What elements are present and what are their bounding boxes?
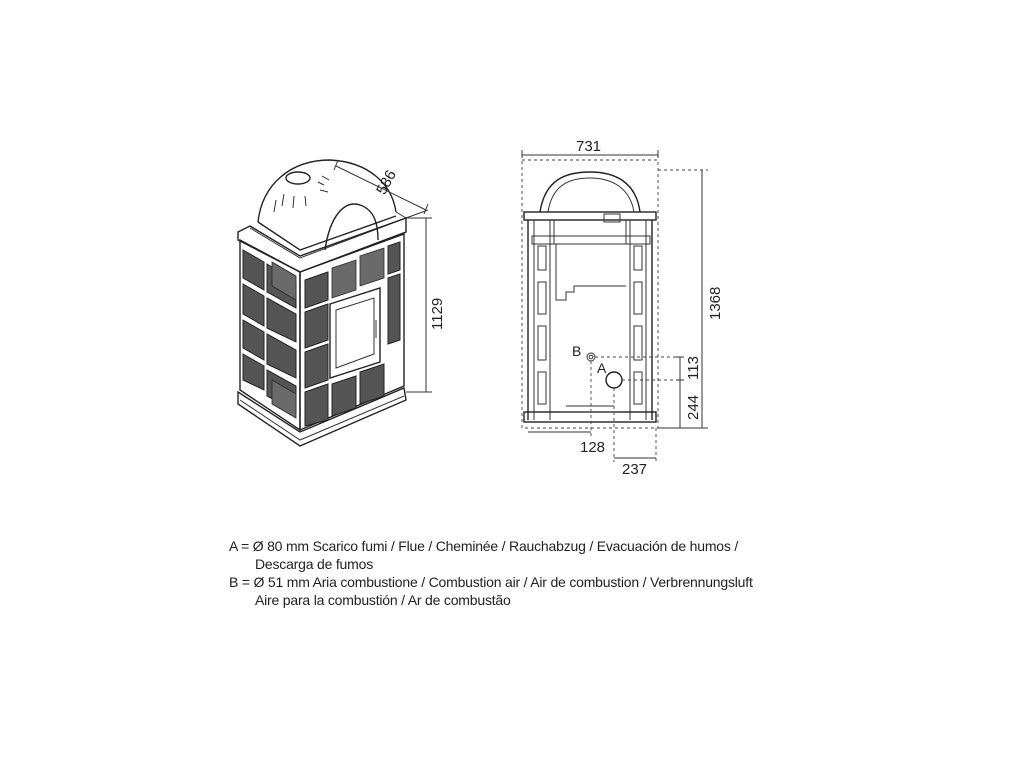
dim-front-height-label: 1129 — [429, 297, 446, 330]
dim-air-delta-label: 113 — [685, 356, 702, 380]
dim-side-width-label: 731 — [576, 138, 602, 155]
elevation-top-ledge — [524, 212, 656, 220]
crown-vent-slots — [274, 176, 329, 212]
point-a-label: A — [597, 360, 607, 376]
point-b-label: B — [572, 343, 582, 359]
legend-a-line2: Descarga de fumos — [255, 556, 373, 572]
fire-door — [330, 288, 380, 378]
crown-arch-opening — [325, 204, 378, 250]
fire-door-glass — [336, 298, 374, 368]
stove-isometric-view — [238, 160, 446, 446]
legend-a-line1: A = Ø 80 mm Scarico fumi / Flue / Cheminée / Rauchabzug / Evacuación de humos / — [229, 538, 739, 554]
right-face-tiles — [305, 242, 400, 426]
dim-flue-height-label: 244 — [685, 394, 702, 420]
dim-flue-offset-center-label: 237 — [622, 461, 648, 478]
dim-flue-offset-side-label: 128 — [580, 439, 606, 456]
elevation-base — [524, 412, 656, 422]
firebox-profile — [556, 244, 626, 300]
left-face-tiles — [243, 250, 296, 418]
elevation-side-inserts — [538, 246, 642, 404]
air-inlet-b — [587, 353, 595, 361]
dim-flue-offset-side — [528, 432, 605, 456]
dim-side-width — [522, 138, 658, 158]
connection-legend — [229, 537, 753, 609]
legend-b-line2: Aire para la combustión / Ar de combustão — [255, 592, 511, 608]
flue-outlet-a — [606, 372, 622, 388]
dim-side-height — [658, 170, 724, 428]
stove-elevation-view — [522, 138, 724, 478]
dim-front-height — [406, 218, 446, 392]
dim-connection-heights — [676, 356, 702, 428]
dim-front-depth — [334, 160, 428, 218]
dim-side-height-label: 1368 — [707, 286, 724, 320]
crown-vent-oval — [286, 172, 310, 184]
dim-flue-offset-center — [614, 428, 656, 478]
dim-front-depth-label: 586 — [373, 167, 400, 198]
legend-b-line1: B = Ø 51 mm Aria combustione / Combustion air / Air de combustion / Verbrennungsluft — [229, 574, 753, 590]
